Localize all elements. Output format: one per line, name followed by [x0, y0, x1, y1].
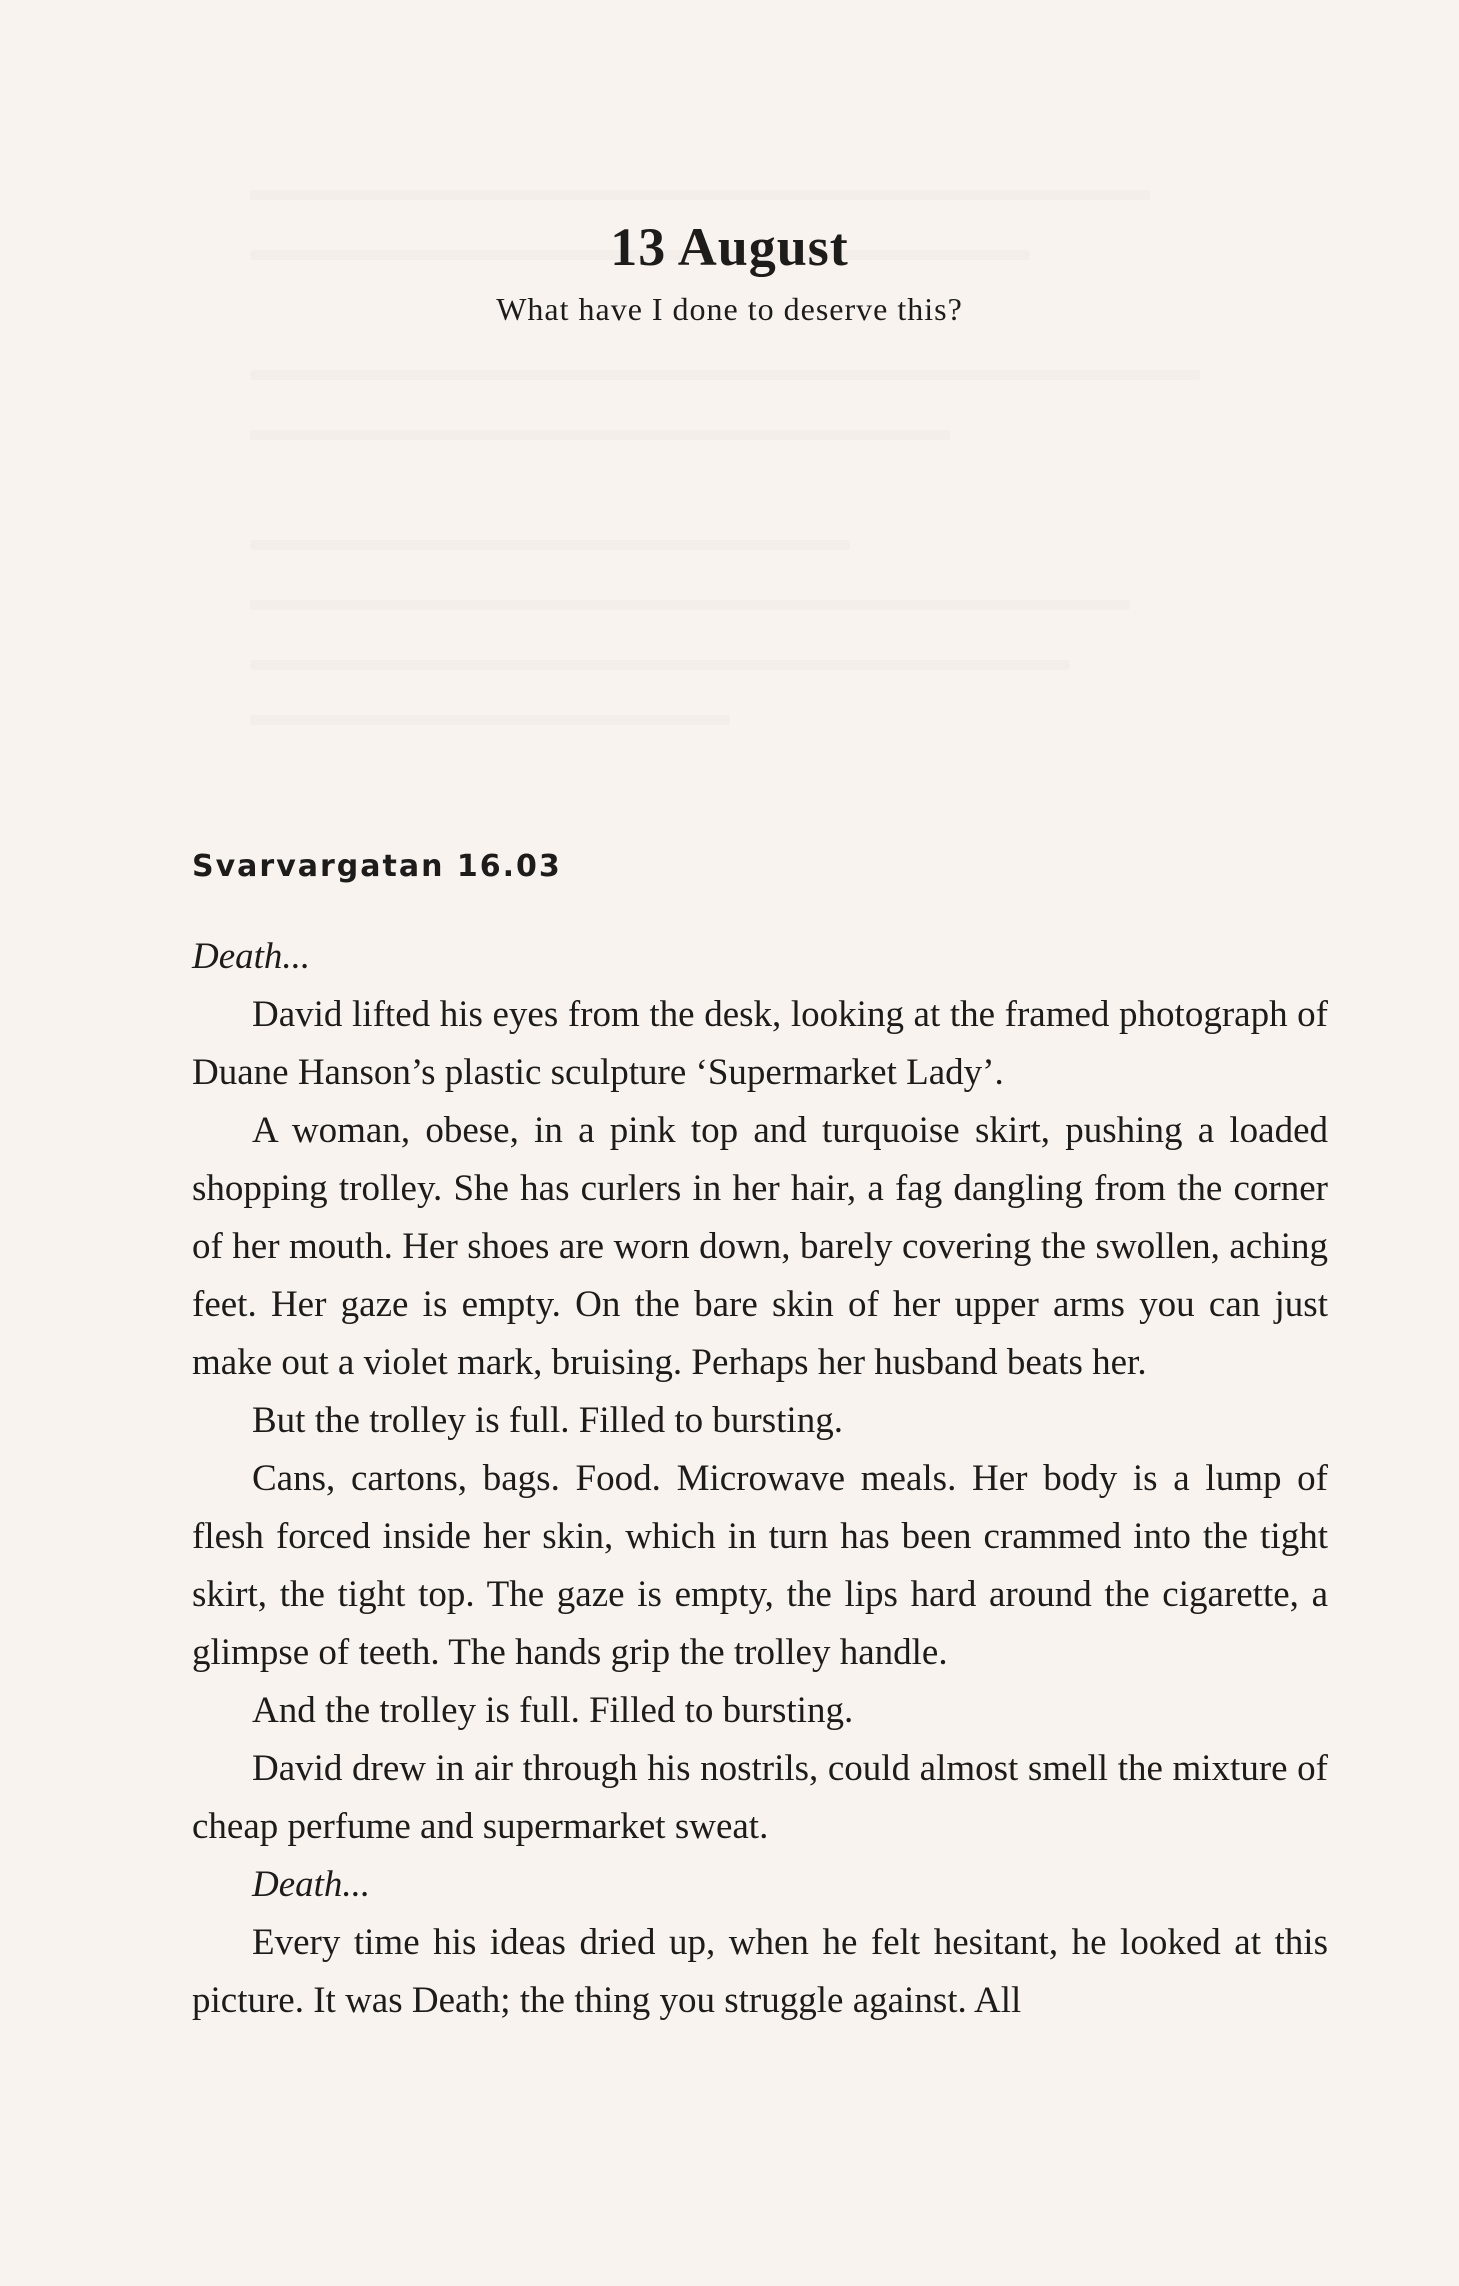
bleed-through-line — [250, 430, 950, 440]
bleed-through-line — [250, 600, 1130, 610]
paragraph: Death... — [252, 1864, 371, 1905]
bleed-through-line — [250, 540, 850, 550]
section-heading: Svarvargatan 16.03 — [192, 848, 562, 884]
paragraph: And the trolley is full. Filled to bursting. — [252, 1690, 854, 1731]
paragraph: A woman, obese, in a pink top and turquoise skirt, pushing a loaded shopping trolley. She has curlers in her hair, a fag dangling from the corner of her mouth. Her shoes are worn down, barely covering the swollen, aching feet. Her gaze is empty. On the bare skin of her upper arms you can just make out a violet mark, bruising. Perhaps her husband beats her. — [192, 1110, 1328, 1383]
bleed-through-line — [250, 370, 1200, 380]
chapter-title: 13 August — [610, 217, 849, 278]
paragraph: Cans, cartons, bags. Food. Microwave meals. Her body is a lump of flesh forced inside her skin, which in turn has been crammed into the tight skirt, the tight top. The gaze is empty, the lips hard around the cigarette, a glimpse of teeth. The hands grip the trolley handle. — [192, 1458, 1328, 1673]
bleed-through-line — [250, 715, 730, 725]
paragraph: Every time his ideas dried up, when he felt hesitant, he looked at this picture. It was Death; the thing you struggle against. All — [192, 1922, 1328, 2021]
body-text — [192, 928, 1328, 2030]
paragraph: But the trolley is full. Filled to bursting. — [252, 1400, 843, 1441]
paragraph: Death... — [192, 936, 311, 977]
bleed-through-line — [250, 190, 1150, 200]
paragraph: David lifted his eyes from the desk, looking at the framed photograph of Duane Hanson’s plastic sculpture ‘Supermarket Lady’. — [192, 994, 1328, 1093]
chapter-epigraph: What have I done to deserve this? — [496, 291, 963, 327]
bleed-through-line — [250, 660, 1070, 670]
paragraph: David drew in air through his nostrils, could almost smell the mixture of cheap perfume and supermarket sweat. — [192, 1748, 1328, 1847]
